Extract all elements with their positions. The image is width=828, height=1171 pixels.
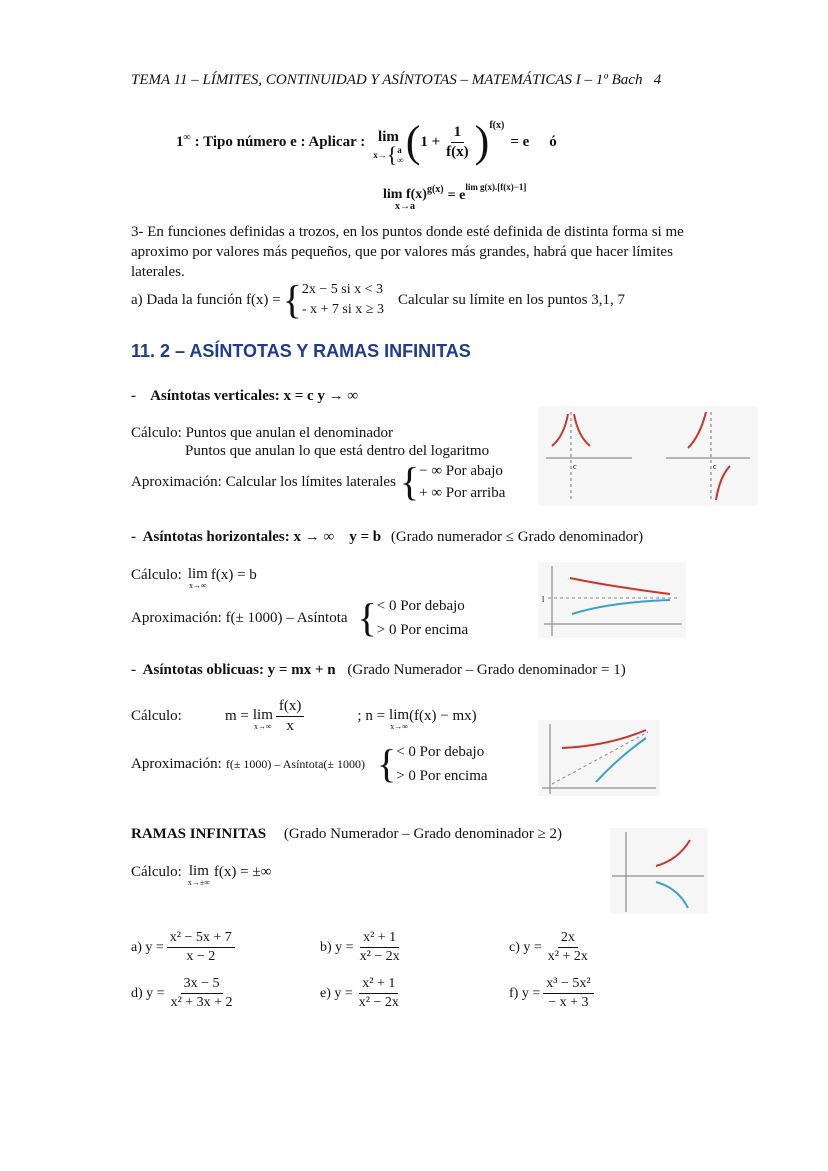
ramas-calc-prefix: Cálculo: <box>131 864 182 880</box>
exercise-c <box>509 930 594 965</box>
exercise-c-num: 2x <box>558 930 578 948</box>
tipo-e-or: ó <box>549 133 557 150</box>
example-suffix: Calcular su límite en los puntos 3,1, 7 <box>397 291 626 308</box>
tipo-e-label: : Tipo número e : Aplicar : <box>194 133 366 150</box>
ramas-calc-lim: lim <box>188 863 209 879</box>
page-number: 4 <box>653 72 662 88</box>
verticales-opt-2: + ∞ Por arriba <box>419 485 506 501</box>
exercise-d-num: 3x − 5 <box>181 976 223 994</box>
tipo-e-equals: = e <box>510 133 530 150</box>
exercise-e-den: x² − 2x <box>358 995 399 1010</box>
oblicuas-m-sub: x→∞ <box>254 722 272 731</box>
lim2-sub: x→a <box>394 201 415 212</box>
horizontal-graph-label: l <box>542 595 545 604</box>
exercise-d-label: d) y = <box>131 985 165 1001</box>
case-1: 2x − 5 si x < 3 <box>301 282 383 297</box>
oblicuas-m-fraction: $\frac{f(x)}{x}$ <box>276 698 305 735</box>
oblicuas-aprox-small: f(± 1000) – Asíntota(± 1000) <box>225 756 365 771</box>
oblicuas-note: (Grado Numerador – Grado denominador = 1) <box>347 662 626 678</box>
piecewise-example: a) Dada la función f(x) = { 2x − 5 si x < 3 - x + 7 si x ≥ 3 Calcular su límite en los puntos 3,1, 7 <box>131 277 626 322</box>
verticales-calc-2: Puntos que anulan lo que está dentro del logaritmo <box>185 443 490 459</box>
tipo-e-second-formula <box>383 182 527 212</box>
oblicuas-opt-1: < 0 Por debajo <box>396 744 485 760</box>
tipo-e-sub-x: x→ <box>373 150 387 160</box>
verticales-aprox-label: Aproximación: Calcular los límites laterales <box>131 473 396 490</box>
exercise-e-num: x² + 1 <box>359 976 398 994</box>
section-title: 11. 2 – ASÍNTOTAS Y RAMAS INFINITAS <box>131 341 471 361</box>
verticales-opt-1: − ∞ Por abajo <box>419 463 503 479</box>
oblicuas-n-eq: ; n = <box>357 708 386 724</box>
horizontales-calc-prefix: Cálculo: <box>131 567 182 583</box>
horizontales-calc-sub: x→∞ <box>188 581 207 590</box>
exercise-d-den: x² + 3x + 2 <box>170 995 233 1010</box>
ramas-calc <box>131 864 271 887</box>
eq2: = e <box>447 188 466 203</box>
exercise-b-label: b) y = <box>320 939 354 955</box>
horizontales-calc <box>131 567 257 590</box>
lim2: lim f(x) <box>383 187 427 202</box>
verticales-heading: - Asíntotas verticales: x = c y → ∞ <box>131 388 359 404</box>
header-title: TEMA 11 – LÍMITES, CONTINUIDAD Y ASÍNTOTAS – MATEMÁTICAS I – 1º Bach <box>131 72 643 88</box>
horizontales-heading: - Asíntotas horizontales: x → ∞ y = b <box>131 529 382 545</box>
verticales-calc-1: Cálculo: Puntos que anulan el denominador <box>131 425 394 441</box>
ramas-heading-row <box>131 826 562 843</box>
horizontales-calc-expr: f(x) = b <box>210 567 257 583</box>
exercise-c-label: c) y = <box>509 939 542 955</box>
ramas-note: (Grado Numerador – Grado denominador ≥ 2) <box>283 826 563 842</box>
exercise-b-den: x² − 2x <box>359 949 400 964</box>
exercise-b <box>320 930 406 965</box>
oblicuas-m-eq: m = <box>225 708 249 724</box>
tipo-e-fraction: $\frac{1}{f(x)}$ <box>446 123 469 160</box>
exercise-a-label: a) y = <box>131 939 164 955</box>
exercise-a-den: x − 2 <box>186 949 216 964</box>
oblicuas-n-sub: x→∞ <box>390 722 408 731</box>
vertical-asymptote-graph <box>538 406 758 506</box>
vertical-graph-label-c2: c <box>713 462 717 471</box>
oblicuas-calc <box>131 698 477 735</box>
oblicuas-calc-prefix: Cálculo: <box>131 708 182 724</box>
exercise-f-den: − x + 3 <box>548 995 589 1010</box>
vertical-graph-label-c1: c <box>573 462 577 471</box>
exercise-e-label: e) y = <box>320 985 353 1001</box>
tipo-e-lim: lim <box>378 129 399 145</box>
exercise-f-label: f) y = <box>509 985 541 1001</box>
horizontales-aprox-label: Aproximación: f(± 1000) – Asíntota <box>131 609 348 626</box>
lim2-exp: g(x) <box>426 184 444 195</box>
horizontales-heading-row <box>131 529 643 546</box>
ramas-heading: RAMAS INFINITAS <box>131 826 267 842</box>
exercise-b-num: x² + 1 <box>360 930 399 948</box>
horizontales-opt-1: < 0 Por debajo <box>376 598 465 614</box>
exercise-a-num: x² − 5x + 7 <box>167 930 235 948</box>
tipo-e-sub-inf: ∞ <box>397 155 404 165</box>
verticales-aprox: Aproximación: Calcular los límites laterales { − ∞ Por abajo + ∞ Por arriba <box>131 459 506 504</box>
exercise-c-den: x² + 2x <box>547 949 588 964</box>
oblicuas-aprox-label: Aproximación: <box>131 755 222 772</box>
case-2: - x + 7 si x ≥ 3 <box>301 302 384 317</box>
oblique-asymptote-graph <box>538 720 660 796</box>
oblicuas-heading: - Asíntotas oblicuas: y = mx + n <box>131 662 336 678</box>
exercise-e <box>320 976 405 1011</box>
oblicuas-aprox: Aproximación: f(± 1000) – Asíntota(± 1000) { < 0 Por debajo > 0 Por encima <box>131 741 488 786</box>
horizontales-opt-2: > 0 Por encima <box>376 622 469 638</box>
oblicuas-m-lim: lim <box>252 707 273 723</box>
ramas-calc-expr: f(x) = ±∞ <box>213 864 272 880</box>
tipo-e-one-plus: 1 + <box>420 133 441 150</box>
tipo-e-formula: 1 ∞ : Tipo número e : Aplicar : lim x→ { a ∞ ( 1 + $\frac{1}{f(x)}$ ) f(x) = e ó <box>176 117 557 167</box>
ramas-calc-sub: x→±∞ <box>187 878 210 887</box>
tipo-e-exp: f(x) <box>489 119 505 131</box>
exercise-d <box>131 976 239 1011</box>
exercise-a <box>131 930 238 965</box>
exercise-f-num: x³ − 5x² <box>543 976 593 994</box>
exercise-f <box>509 976 597 1011</box>
oblicuas-heading-row <box>131 662 626 679</box>
tipo-e-sub-a: a <box>397 145 402 155</box>
horizontales-note: (Grado numerador ≤ Grado denominador) <box>390 529 644 545</box>
example-prefix: a) Dada la función f(x) = <box>131 291 281 308</box>
piecewise-paragraph: 3- En funciones definidas a trozos, en los puntos donde esté definida de distinta forma si me aproximo por valores más pequeños, que por valores más grandes, habrá que hacer límites laterales. <box>131 224 684 280</box>
tipo-e-prefix: 1 <box>176 133 184 150</box>
eq2-exp: lim g(x).[f(x)−1] <box>465 182 527 192</box>
oblicuas-opt-2: > 0 Por encima <box>396 768 488 784</box>
oblicuas-n-lim: lim <box>389 707 410 723</box>
tipo-e-prefix-sup: ∞ <box>183 131 191 143</box>
horizontal-asymptote-graph <box>538 562 686 638</box>
horizontales-calc-lim: lim <box>187 566 208 582</box>
infinite-branch-graph <box>610 828 708 914</box>
horizontales-aprox: Aproximación: f(± 1000) – Asíntota { < 0 Por debajo > 0 Por encima <box>131 595 469 640</box>
oblicuas-n-expr: (f(x) − mx) <box>409 708 477 724</box>
page-header <box>131 72 661 89</box>
